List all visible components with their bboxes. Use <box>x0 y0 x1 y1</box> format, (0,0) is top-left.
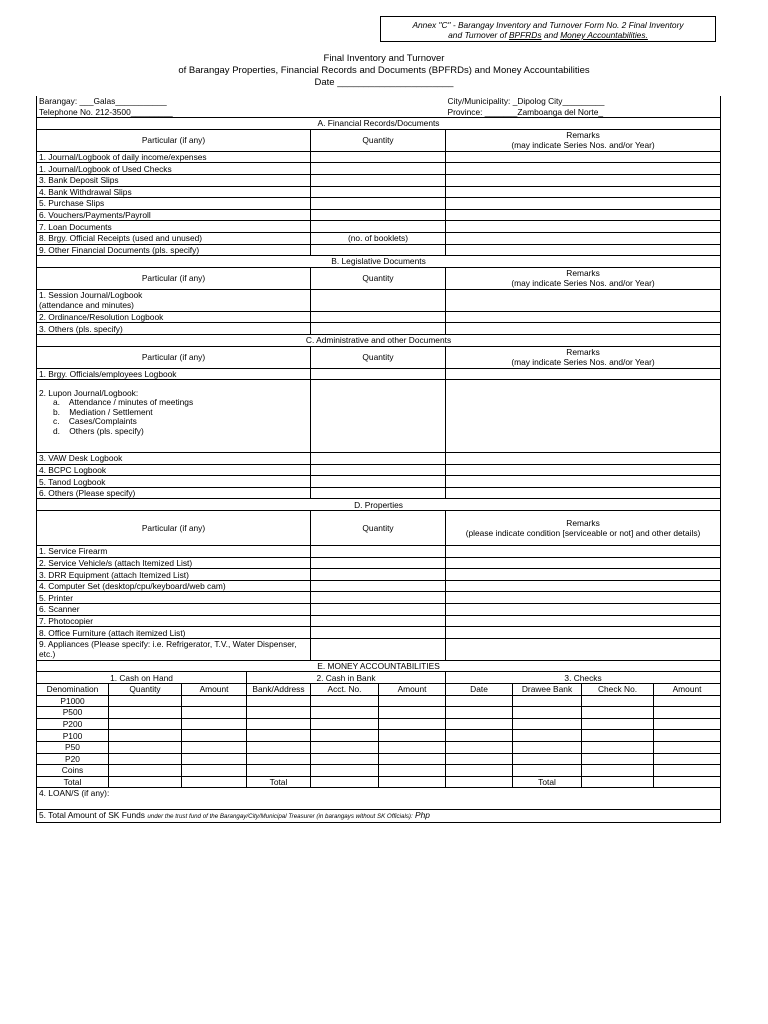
quantity-cell[interactable] <box>311 174 446 186</box>
particular-cell: 2. Ordinance/Resolution Logbook <box>37 311 311 323</box>
bank-address-header: Bank/Address <box>247 684 311 696</box>
quantity-cell[interactable] <box>311 592 446 604</box>
money-cell[interactable] <box>379 776 446 788</box>
particular-cell: 1. Journal/Logbook of daily income/expenses <box>37 151 311 163</box>
remarks-cell[interactable] <box>446 627 721 639</box>
particular-header: Particular (if any) <box>37 129 311 151</box>
money-cell[interactable] <box>446 730 513 742</box>
denomination-cell: P500 <box>37 707 109 719</box>
money-cell[interactable] <box>582 707 654 719</box>
table-row <box>37 380 721 453</box>
barangay-field[interactable] <box>37 96 446 107</box>
table-row <box>37 741 721 753</box>
table-row <box>37 638 721 660</box>
money-cell[interactable] <box>109 695 182 707</box>
table-row <box>37 546 721 558</box>
table-row <box>37 453 721 465</box>
session-journal-sub: (attendance and minutes) <box>39 300 134 311</box>
particular-cell: 4. Bank Withdrawal Slips <box>37 186 311 198</box>
table-row <box>37 311 721 323</box>
money-cell[interactable] <box>182 730 247 742</box>
money-cell[interactable] <box>247 765 311 777</box>
city-field[interactable] <box>446 96 721 107</box>
quantity-cell[interactable] <box>311 244 446 256</box>
money-cell[interactable] <box>513 695 582 707</box>
denomination-total: Total <box>37 776 109 788</box>
cash-in-bank-header: 2. Cash in Bank <box>247 672 446 684</box>
province-value: _______Zamboanga del Norte_ <box>484 106 604 117</box>
bank-amount-header: Amount <box>379 684 446 696</box>
money-cell[interactable] <box>446 707 513 719</box>
city-label: City/Municipality: <box>447 96 511 107</box>
money-cell[interactable] <box>311 718 379 730</box>
remarks-sub-d: (please indicate condition [serviceable or not] and other details) <box>465 528 701 539</box>
table-row <box>37 209 721 221</box>
money-cell[interactable] <box>182 776 247 788</box>
table-row <box>37 580 721 592</box>
quantity-cell[interactable] <box>311 209 446 221</box>
particular-cell: 5. Printer <box>37 592 311 604</box>
money-cell[interactable] <box>513 730 582 742</box>
remarks-cell[interactable] <box>446 198 721 210</box>
money-cell[interactable] <box>446 765 513 777</box>
money-cell[interactable] <box>109 730 182 742</box>
remarks-cell[interactable] <box>446 289 721 311</box>
particular-cell: 1. Brgy. Officials/employees Logbook <box>37 368 311 380</box>
money-cell[interactable] <box>513 707 582 719</box>
quantity-cell[interactable] <box>311 163 446 175</box>
remarks-cell[interactable] <box>446 174 721 186</box>
remarks-cell[interactable] <box>446 244 721 256</box>
remarks-cell[interactable] <box>446 221 721 233</box>
money-cell[interactable] <box>513 753 582 765</box>
particular-cell: 7. Loan Documents <box>37 221 311 233</box>
remarks-cell[interactable] <box>446 368 721 380</box>
quantity-cell[interactable] <box>311 638 446 660</box>
annex-money: Money Accountabilities. <box>560 30 648 40</box>
check-amount-header: Amount <box>654 684 721 696</box>
remarks-header <box>446 346 721 368</box>
money-cell[interactable] <box>654 695 721 707</box>
table-row <box>37 221 721 233</box>
particular-cell: 1. Service Firearm <box>37 546 311 558</box>
money-cell[interactable] <box>182 765 247 777</box>
table-row <box>37 186 721 198</box>
particular-cell: 6. Scanner <box>37 604 311 616</box>
money-cell[interactable] <box>654 741 721 753</box>
table-row <box>37 627 721 639</box>
section-b-title: B. Legislative Documents <box>37 256 721 268</box>
drawee-bank-header: Drawee Bank <box>513 684 582 696</box>
quantity-header: Quantity <box>109 684 182 696</box>
annex-line2 <box>381 30 715 40</box>
quantity-cell[interactable] <box>311 368 446 380</box>
money-cell[interactable] <box>182 753 247 765</box>
barangay-value: ___Galas___________ <box>79 96 167 107</box>
table-row <box>37 707 721 719</box>
remarks-cell[interactable] <box>446 311 721 323</box>
particular-cell: 4. Computer Set (desktop/cpu/keyboard/web cam) <box>37 580 311 592</box>
quantity-cell[interactable] <box>311 380 446 453</box>
quantity-cell[interactable] <box>311 151 446 163</box>
remarks-cell[interactable] <box>446 453 721 465</box>
money-cell[interactable] <box>247 730 311 742</box>
particular-cell: 8. Brgy. Official Receipts (used and unused) <box>37 232 311 244</box>
denomination-cell: P20 <box>37 753 109 765</box>
remarks-cell[interactable] <box>446 615 721 627</box>
money-cell[interactable] <box>247 707 311 719</box>
money-cell[interactable] <box>182 695 247 707</box>
quantity-cell[interactable] <box>311 627 446 639</box>
particular-cell: 9. Other Financial Documents (pls. specify) <box>37 244 311 256</box>
quantity-cell[interactable] <box>311 546 446 558</box>
remarks-cell[interactable] <box>446 380 721 453</box>
particular-header: Particular (if any) <box>37 267 311 289</box>
denomination-cell: P1000 <box>37 695 109 707</box>
acct-no-header: Acct. No. <box>311 684 379 696</box>
remarks-cell[interactable] <box>446 232 721 244</box>
section-d-title: D. Properties <box>37 499 721 511</box>
particular-cell <box>37 380 311 453</box>
checks-total-label: Total <box>513 776 582 788</box>
remarks-label: Remarks <box>566 518 600 529</box>
particular-cell: 5. Tanod Logbook <box>37 476 311 488</box>
check-no-header: Check No. <box>582 684 654 696</box>
money-cell[interactable] <box>311 741 379 753</box>
remarks-label: Remarks <box>566 130 600 141</box>
table-row <box>37 289 721 311</box>
remarks-cell[interactable] <box>446 604 721 616</box>
money-cell[interactable] <box>654 707 721 719</box>
money-cell[interactable] <box>379 730 446 742</box>
bank-total-label: Total <box>247 776 311 788</box>
money-cell[interactable] <box>446 695 513 707</box>
telephone-field[interactable] <box>37 107 446 118</box>
particular-cell <box>37 289 311 311</box>
money-cell[interactable] <box>247 718 311 730</box>
table-row <box>37 174 721 186</box>
quantity-header: Quantity <box>311 129 446 151</box>
particular-cell: 4. BCPC Logbook <box>37 464 311 476</box>
quantity-cell[interactable] <box>311 557 446 569</box>
telephone-value: 212-3500_________ <box>95 106 173 117</box>
denomination-cell: P200 <box>37 718 109 730</box>
table-row <box>37 592 721 604</box>
particular-cell: 1. Journal/Logbook of Used Checks <box>37 163 311 175</box>
remarks-label: Remarks <box>566 268 600 279</box>
table-row <box>37 615 721 627</box>
remarks-cell[interactable] <box>446 569 721 581</box>
inventory-form <box>36 96 721 823</box>
quantity-header: Quantity <box>311 267 446 289</box>
annex-box <box>380 16 716 42</box>
section-a-title: A. Financial Records/Documents <box>37 118 721 130</box>
money-cell[interactable] <box>513 741 582 753</box>
money-cell[interactable] <box>311 730 379 742</box>
money-cell[interactable] <box>446 741 513 753</box>
quantity-cell[interactable] <box>311 186 446 198</box>
money-cell[interactable] <box>582 753 654 765</box>
table-row <box>37 151 721 163</box>
particular-cell: 3. Bank Deposit Slips <box>37 174 311 186</box>
particular-cell: 6. Others (Please specify) <box>37 487 311 499</box>
money-cell[interactable] <box>311 776 379 788</box>
money-cell[interactable] <box>379 753 446 765</box>
remarks-cell[interactable] <box>446 209 721 221</box>
remarks-sub: (may indicate Series Nos. and/or Year) <box>511 357 655 367</box>
telephone-label: Telephone No. <box>39 106 94 117</box>
remarks-cell[interactable] <box>446 163 721 175</box>
quantity-cell[interactable] <box>311 453 446 465</box>
money-cell[interactable] <box>311 707 379 719</box>
section-c-title: C. Administrative and other Documents <box>37 334 721 346</box>
money-cell[interactable] <box>446 718 513 730</box>
money-cell[interactable] <box>654 730 721 742</box>
table-row <box>37 464 721 476</box>
form-title: Final Inventory and Turnover <box>323 53 445 64</box>
money-cell[interactable] <box>182 741 247 753</box>
form-subtitle: of Barangay Properties, Financial Records and Documents (BPFRDs) and Money Accountabilities <box>178 65 590 76</box>
lupon-sub-item: a. Attendance / minutes of meetings <box>53 397 194 408</box>
remarks-cell[interactable] <box>446 487 721 499</box>
quantity-cell[interactable] <box>311 476 446 488</box>
quantity-header: Quantity <box>311 511 446 546</box>
table-row <box>37 718 721 730</box>
remarks-label: Remarks <box>566 347 600 357</box>
money-cell[interactable] <box>582 741 654 753</box>
particular-cell: 3. Others (pls. specify) <box>37 323 311 335</box>
money-cell[interactable] <box>513 765 582 777</box>
remarks-sub: (may indicate Series Nos. and/or Year) <box>511 140 655 151</box>
table-row <box>37 487 721 499</box>
particular-cell: 8. Office Furniture (attach itemized List) <box>37 627 311 639</box>
table-row <box>37 368 721 380</box>
money-cell[interactable] <box>582 730 654 742</box>
checks-header: 3. Checks <box>446 672 721 684</box>
table-row <box>37 695 721 707</box>
money-cell[interactable] <box>446 753 513 765</box>
table-row <box>37 557 721 569</box>
money-cell[interactable] <box>109 707 182 719</box>
money-cell[interactable] <box>582 695 654 707</box>
quantity-cell[interactable] <box>311 289 446 311</box>
remarks-cell[interactable] <box>446 464 721 476</box>
sk-funds-note: under the trust fund of the Barangay/City/Municipal Treasurer (in barangays without SK Officials): <box>147 813 413 821</box>
quantity-cell[interactable] <box>311 198 446 210</box>
money-cell[interactable] <box>247 741 311 753</box>
sk-funds-php: Php <box>415 810 430 821</box>
table-row <box>37 753 721 765</box>
money-cell[interactable] <box>582 765 654 777</box>
lupon-sub-item: d. Others (pls. specify) <box>53 425 144 436</box>
remarks-cell[interactable] <box>446 592 721 604</box>
sk-funds-label: 5. Total Amount of SK Funds <box>39 810 145 821</box>
remarks-cell[interactable] <box>446 186 721 198</box>
table-row <box>37 244 721 256</box>
table-row <box>37 198 721 210</box>
date-field[interactable]: Date ______________________ <box>314 77 454 88</box>
quantity-cell[interactable] <box>311 323 446 335</box>
money-cell[interactable] <box>182 718 247 730</box>
particular-cell: 3. VAW Desk Logbook <box>37 453 311 465</box>
money-cell[interactable] <box>182 707 247 719</box>
money-cell[interactable] <box>311 765 379 777</box>
quantity-cell[interactable] <box>311 311 446 323</box>
province-label: Province: <box>447 106 483 117</box>
table-row <box>37 163 721 175</box>
quantity-cell[interactable] <box>311 580 446 592</box>
table-row <box>37 765 721 777</box>
table-row <box>37 776 721 788</box>
annex-and: and <box>541 30 561 40</box>
remarks-cell[interactable] <box>446 638 721 660</box>
province-field[interactable] <box>446 107 721 118</box>
money-cell[interactable] <box>654 776 721 788</box>
particular-cell: 7. Photocopier <box>37 615 311 627</box>
quantity-cell[interactable] <box>311 569 446 581</box>
money-cell[interactable] <box>311 753 379 765</box>
particular-header: Particular (if any) <box>37 511 311 546</box>
remarks-cell[interactable] <box>446 151 721 163</box>
lupon-journal-label: 2. Lupon Journal/Logbook: <box>39 388 139 399</box>
money-cell[interactable] <box>109 741 182 753</box>
particular-cell: 5. Purchase Slips <box>37 198 311 210</box>
section-e-title: E. MONEY ACCOUNTABILITIES <box>37 660 721 672</box>
money-cell[interactable] <box>247 753 311 765</box>
money-cell[interactable] <box>379 695 446 707</box>
money-cell[interactable] <box>379 718 446 730</box>
lupon-sub-item: c. Cases/Complaints <box>53 416 137 427</box>
money-cell[interactable] <box>654 718 721 730</box>
remarks-header <box>446 129 721 151</box>
denomination-cell: P50 <box>37 741 109 753</box>
money-cell[interactable] <box>446 776 513 788</box>
money-cell[interactable] <box>109 753 182 765</box>
annex-line1: Annex "C" - Barangay Inventory and Turnover Form No. 2 Final Inventory <box>412 20 684 30</box>
money-cell[interactable] <box>109 776 182 788</box>
amount-header: Amount <box>182 684 247 696</box>
table-row <box>37 476 721 488</box>
barangay-label: Barangay: <box>39 96 78 107</box>
lupon-sub-item: b. Mediation / Settlement <box>53 406 153 417</box>
particular-cell: 2. Service Vehicle/s (attach Itemized List) <box>37 557 311 569</box>
remarks-cell[interactable] <box>446 557 721 569</box>
denomination-header: Denomination <box>37 684 109 696</box>
money-cell[interactable] <box>379 765 446 777</box>
remarks-cell[interactable] <box>446 323 721 335</box>
money-cell[interactable] <box>582 718 654 730</box>
money-cell[interactable] <box>379 707 446 719</box>
quantity-header: Quantity <box>311 346 446 368</box>
remarks-header <box>446 511 721 546</box>
table-row <box>37 232 721 244</box>
remarks-header <box>446 267 721 289</box>
money-cell[interactable] <box>513 718 582 730</box>
particular-cell: 6. Vouchers/Payments/Payroll <box>37 209 311 221</box>
sk-funds-field[interactable] <box>37 810 721 823</box>
money-cell[interactable] <box>311 695 379 707</box>
table-row <box>37 323 721 335</box>
money-cell[interactable] <box>247 695 311 707</box>
money-cell[interactable] <box>109 765 182 777</box>
table-row <box>37 730 721 742</box>
money-cell[interactable] <box>379 741 446 753</box>
city-value: _Dipolog City_________ <box>512 96 605 107</box>
quantity-cell[interactable] <box>311 615 446 627</box>
particular-header: Particular (if any) <box>37 346 311 368</box>
denomination-cell: Coins <box>37 765 109 777</box>
session-journal-label: 1. Session Journal/Logbook <box>39 290 143 301</box>
annex-bpfrds: BPFRDs <box>508 30 542 40</box>
cash-on-hand-header: 1. Cash on Hand <box>37 672 247 684</box>
remarks-cell[interactable] <box>446 476 721 488</box>
remarks-cell[interactable] <box>446 546 721 558</box>
quantity-cell[interactable] <box>311 464 446 476</box>
table-row <box>37 569 721 581</box>
quantity-cell[interactable] <box>311 487 446 499</box>
money-cell[interactable] <box>582 776 654 788</box>
denomination-cell: P100 <box>37 730 109 742</box>
table-row <box>37 604 721 616</box>
money-cell[interactable] <box>109 718 182 730</box>
particular-cell: 3. DRR Equipment (attach Itemized List) <box>37 569 311 581</box>
particular-cell: 9. Appliances (Please specify: i.e. Refrigerator, T.V., Water Dispenser, etc.) <box>37 638 311 660</box>
booklets-note[interactable]: (no. of booklets) <box>311 232 446 244</box>
quantity-cell[interactable] <box>311 604 446 616</box>
quantity-cell[interactable] <box>311 221 446 233</box>
loans-field[interactable]: 4. LOAN/S (if any): <box>37 788 721 810</box>
money-cell[interactable] <box>654 753 721 765</box>
annex-line2-prefix: and Turnover of <box>448 30 509 40</box>
money-cell[interactable] <box>654 765 721 777</box>
remarks-cell[interactable] <box>446 580 721 592</box>
remarks-sub: (may indicate Series Nos. and/or Year) <box>511 278 655 289</box>
date-header: Date <box>446 684 513 696</box>
lupon-sub-list <box>39 398 308 436</box>
